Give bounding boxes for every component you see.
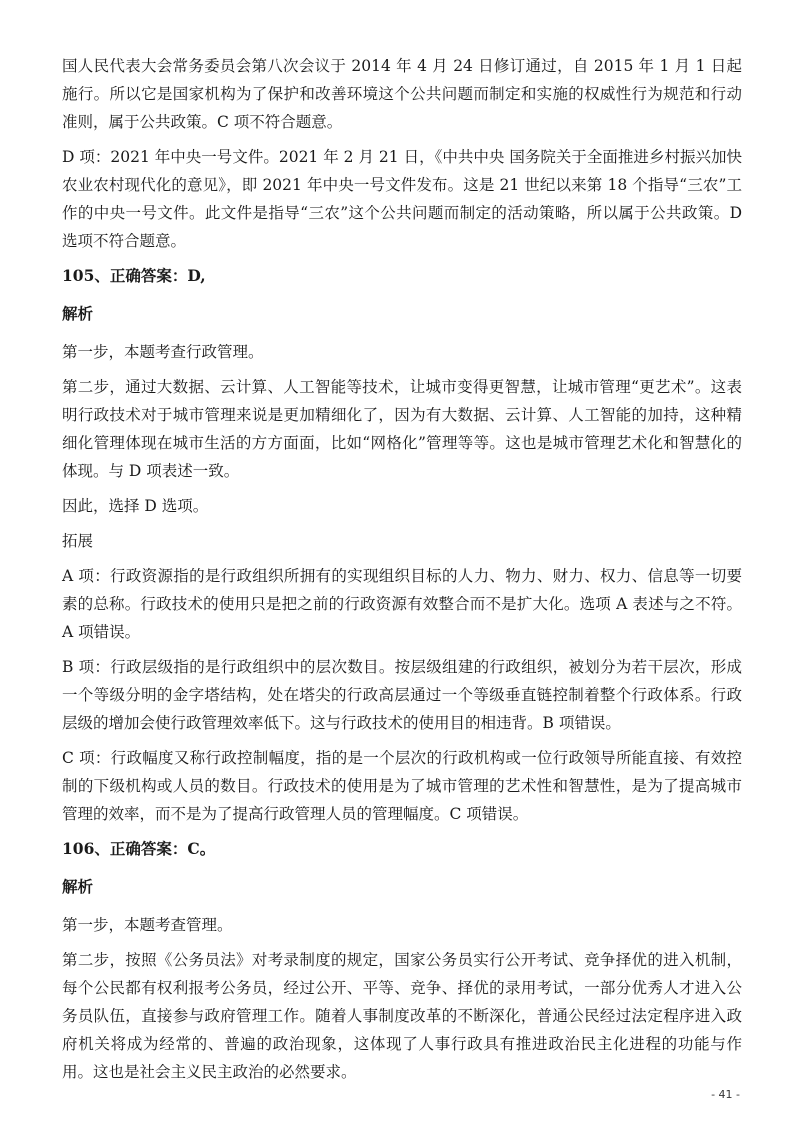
paragraph-step-one-106: 第一步，本题考查管理。 [62, 916, 233, 934]
paragraph-d-option: D 项：2021 年中央一号文件。2021 年 2 月 21 日，《中共中央 国务院关于全面推进乡村振兴加快农业农村现代化的意见》，即 2021 年中央一号文件发布。这是 21 世纪以来第 18 个指导“三农”工作的中央一号文件。此文件是指导“三农”这个公共问题而制定的活动策略，所以属于公共政策。D 选项不符合题意。 [62, 148, 742, 250]
paragraph-option-c: C 项：行政幅度又称行政控制幅度，指的是一个层次的行政机构或一位行政领导所能直接、有效控制的下级机构或人员的数目。行政技术的使用是为了城市管理的艺术性和智慧性，是为了提高城市管理的效率，而不是为了提高行政管理人员的管理幅度。C 项错误。 [62, 749, 742, 823]
paragraph-option-b: B 项：行政层级指的是行政组织中的层次数目。按层级组建的行政组织，被划分为若干层次，形成一个等级分明的金字塔结构，处在塔尖的行政高层通过一个等级垂直链控制着整个行政体系。行政层级的增加会使行政管理效率低下。这与行政技术的使用目的相违背。B 项错误。 [62, 658, 742, 732]
analysis-heading-106: 解析 [62, 877, 94, 896]
paragraph-conclusion-105: 因此，选择 D 选项。 [62, 497, 209, 515]
analysis-heading-105: 解析 [62, 304, 94, 323]
paragraph-step-two-105: 第二步，通过大数据、云计算、人工智能等技术，让城市变得更智慧，让城市管理“更艺术”。这表明行政技术对于城市管理来说是更加精细化了，因为有大数据、云计算、人工智能的加持，这种精细化管理体现在城市生活的方方面面，比如“网格化”管理等等。这也是城市管理艺术化和智慧化的体现。与 D 项表述一致。 [62, 378, 742, 480]
paragraph-step-two-106: 第二步，按照《公务员法》对考录制度的规定，国家公务员实行公开考试、竞争择优的进入机制，每个公民都有权利报考公务员，经过公开、平等、竞争、择优的录用考试，一部分优秀人才进入公务员队伍，直接参与政府管理工作。随着人事制度改革的不断深化，普通公民经过法定程序进入政府机关将成为经常的、普遍的政治现象，这体现了人事行政具有推进政治民主化进程的功能与作用。这也是社会主义民主政治的必然要求。 [62, 951, 742, 1081]
answer-heading-105: 105、正确答案：D, [62, 266, 206, 285]
page-number: - 41 - [711, 1088, 740, 1101]
paragraph-option-a: A 项：行政资源指的是行政组织所拥有的实现组织目标的人力、物力、财力、权力、信息等一切要素的总称。行政技术的使用只是把之前的行政资源有效整合而不是扩大化。选项 A 表述与之不符。A 项错误。 [62, 567, 742, 641]
paragraph-step-one-105: 第一步，本题考查行政管理。 [62, 343, 264, 361]
paragraph-extension-label: 拓展 [62, 532, 94, 550]
document-body [62, 52, 742, 1093]
answer-heading-106: 106、正确答案：C。 [62, 839, 216, 858]
paragraph-c-option-conclusion: 国人民代表大会常务委员会第八次会议于 2014 年 4 月 24 日修订通过，自 2015 年 1 月 1 日起施行。所以它是国家机构为了保护和改善环境这个公共问题而制定和实施的权威性行为规范和行动准则，属于公共政策。C 项不符合题意。 [62, 57, 742, 131]
